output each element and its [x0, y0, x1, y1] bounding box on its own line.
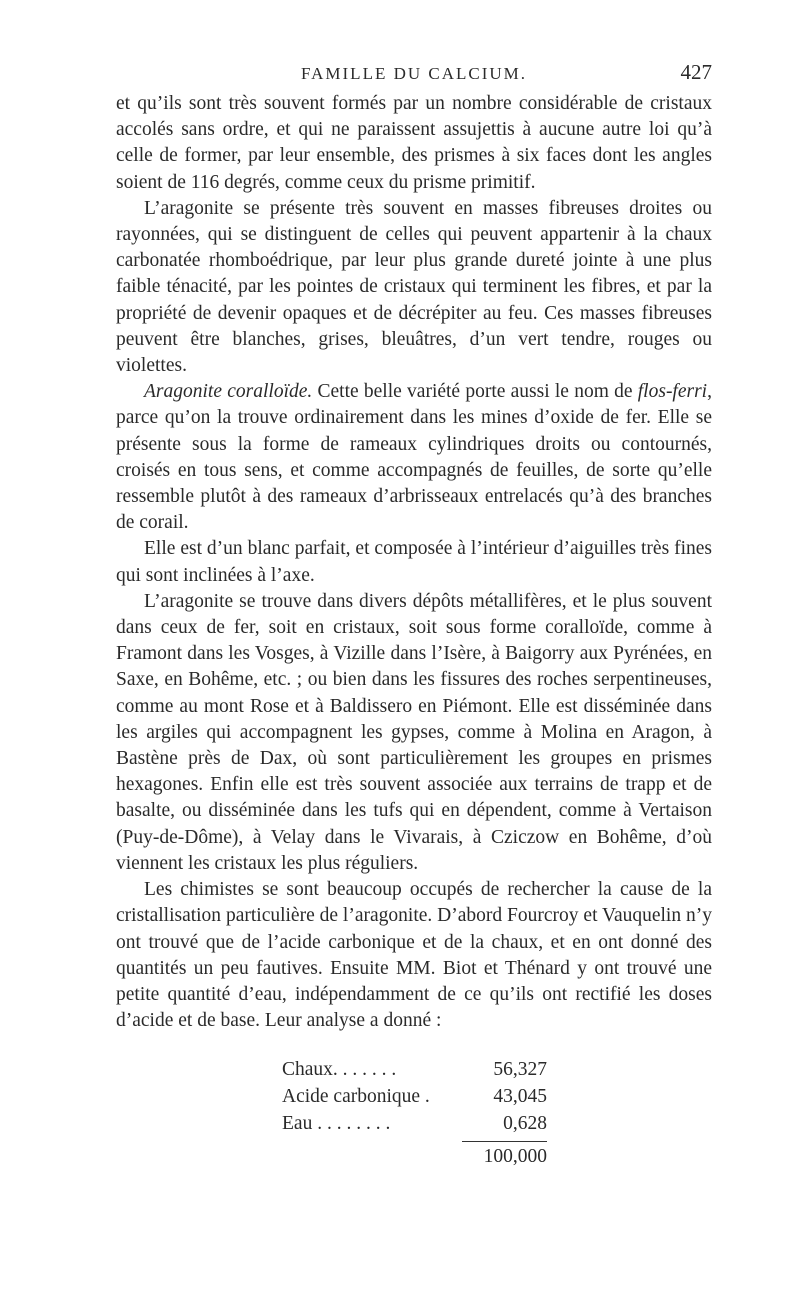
- paragraph: L’aragonite se présente très souvent en masses fibreuses droites ou rayonnées, qui se distinguent de celles qui peuvent appartenir à la chaux carbonatée rhomboédrique, par leur plus grande dureté jointe à une plus faible ténacité, par les pointes de cristaux qui terminent les fibres, et par la propriété de devenir opaques et de décrépiter au feu. Ces masses fibreuses peuvent être blanches, grises, bleuâtres, d’un vert tendre, rouges ou violettes.: [116, 197, 712, 377]
- analysis-label: Eau . . . . . . . .: [282, 1113, 391, 1134]
- analysis-value: 0,628: [503, 1113, 547, 1134]
- running-head: FAMILLE DU CALCIUM.: [300, 64, 528, 83]
- analysis-row: [282, 1083, 547, 1110]
- paragraph: Les chimistes se sont beaucoup occupés de rechercher la cause de la cristallisation particulière de l’aragonite. D’abord Fourcroy et Vauquelin n’y ont trouvé que de l’acide carbonique et de la chaux, et en ont donné des quantités un peu fautives. Ensuite MM. Biot et Thénard y ont trouvé une petite quantité d’eau, indépendamment de ce qu’ils ont rectifié les doses d’acide et de base. Leur analyse a donné :: [116, 879, 712, 1032]
- paragraph: Elle est d’un blanc parfait, et composée à l’intérieur d’aiguilles très fines qui sont inclinées à l’axe.: [116, 538, 712, 586]
- italic-term: flos-ferri: [637, 381, 708, 403]
- analysis-row: [282, 1056, 547, 1083]
- analysis-value: 56,327: [493, 1059, 547, 1080]
- page-number: 427: [680, 60, 712, 84]
- analysis-table: [282, 1056, 547, 1172]
- analysis-total-row: [282, 1142, 547, 1172]
- body-text: [116, 91, 712, 1034]
- analysis-label: Acide carbonique .: [282, 1086, 430, 1107]
- analysis-value: 43,045: [493, 1086, 547, 1107]
- analysis-row: [282, 1110, 547, 1137]
- analysis-total: 100,000: [483, 1146, 547, 1167]
- paragraph: L’aragonite se trouve dans divers dépôts métallifères, et le plus souvent dans ceux de fer, soit en cristaux, soit sous forme coralloïde, comme à Framont dans les Vosges, à Vizille dans l’Isère, à Baigorry aux Pyrénées, en Saxe, en Bohême, etc. ; ou bien dans les fissures des roches serpentineuses, comme au mont Rose et à Baldissero en Piémont. Elle est disséminée dans les argiles qui accompagnent les gypses, comme à Molina en Aragon, à Bastène près de Dax, où sont particulièrement les groupes en prismes hexagones. Enfin elle est très souvent associée aux terrains de trapp et de basalte, ou disséminée dans les tufs qui en dépendent, comme à Vertaison (Puy-de-Dôme), à Velay dans le Vivarais, à Cziczow en Bohême, d’où viennent les cristaux les plus réguliers.: [116, 590, 712, 874]
- paragraph-text: , parce qu’on la trouve ordinairement dans les mines d’oxide de fer. Elle se présente sous la forme de rameaux cylindriques droits ou contournés, croisés en tous sens, et comme accompagnés de feuilles, de sorte qu’elle ressemble plutôt à des rameaux d’arbrisseaux entrelacés qu’à des branches de corail.: [116, 381, 712, 534]
- paragraph-text: Cette belle variété porte aussi le nom de: [312, 381, 638, 403]
- page-header: [116, 60, 712, 88]
- paragraph-aragonite-coralloide: [116, 379, 712, 536]
- analysis-label: Chaux. . . . . . .: [282, 1059, 397, 1080]
- italic-term: Aragonite coralloïde.: [144, 381, 313, 403]
- paragraph: et qu’ils sont très souvent formés par un nombre considérable de cristaux accolés sans ordre, et qui ne paraissent assujettis à aucune autre loi qu’à celle de former, par leur ensemble, des prismes à six faces dont les angles soient de 116 degrés, comme ceux du prisme primitif.: [116, 93, 712, 193]
